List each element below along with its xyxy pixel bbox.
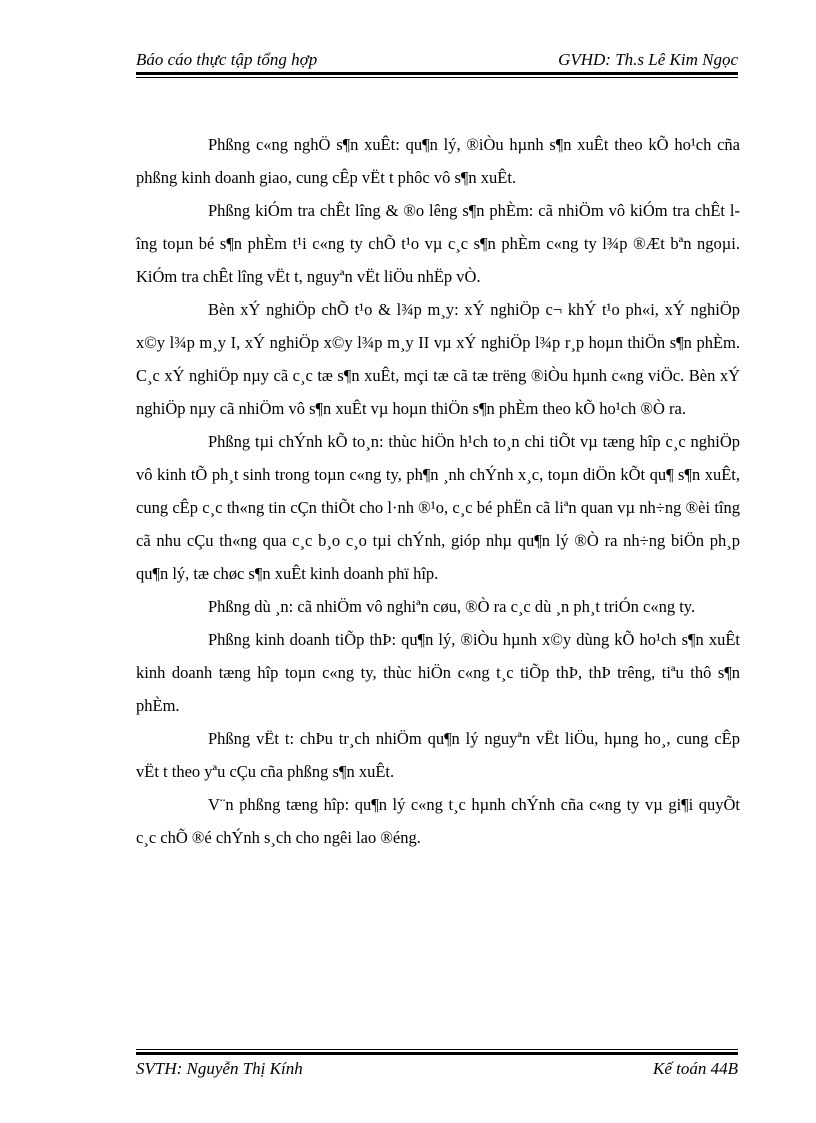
- paragraph-production-technology: Phßng c«ng nghÖ s¶n xuÊt: qu¶n lý, ®iÒu hµnh s¶n xuÊt theo kÕ ho¹ch cña phßng kinh doanh giao, cung cÊp vËt t phôc vô s¶n xuÊt.: [136, 135, 740, 187]
- header-rule-thin: [136, 77, 738, 78]
- page-header: [136, 46, 738, 74]
- footer-student-name: SVTH: Nguyễn Thị Kính: [136, 1059, 303, 1078]
- paragraph-materials: Phßng vËt t: chÞu tr¸ch nhiÖm qu¶n lý nguyªn vËt liÖu, hµng ho¸, cung cÊp vËt t theo yªu cÇu cña phßng s¶n xuÊt.: [136, 729, 740, 781]
- footer-rule-thick: [136, 1052, 738, 1055]
- paragraph-manufacturing-enterprises: Bèn xÝ nghiÖp chÕ t¹o & l¾p m¸y: xÝ nghiÖp c¬ khÝ t¹o ph«i, xÝ nghiÖp x©y l¾p m¸y I, xÝ nghiÖp x©y l¾p m¸y II vµ xÝ nghiÖp l¾p r¸p hoµn thiÖn s¶n phÈm. C¸c xÝ nghiÖp nµy cã c¸c tæ s¶n xuÊt, mçi tæ cã tæ trëng ®iÒu hµnh c«ng viÖc. Bèn xÝ nghiÖp nµy cã nhiÖm vô s¶n xuÊt vµ hoµn thiÖn s¶n phÈm theo kÕ ho¹ch ®Ò ra.: [136, 300, 740, 418]
- header-report-title: Báo cáo thực tập tổng hợp: [136, 50, 318, 69]
- paragraph-quality-control: Phßng kiÓm tra chÊt lîng & ®o lêng s¶n phÈm: cã nhiÖm vô kiÓm tra chÊt lîng toµn bé s¶n phÈm t¹i c«ng ty chÕ t¹o vµ c¸c s¶n phÈm c«ng ty l¾p ®Æt bªn ngoµi. KiÓm tra chÊt lîng vËt t, nguyªn vËt liÖu nhËp vÒ.: [136, 201, 740, 286]
- body-text: [136, 128, 740, 854]
- footer-class: Kế toán 44B: [653, 1059, 738, 1078]
- paragraph-general-office: V¨n phßng tæng hîp: qu¶n lý c«ng t¸c hµnh chÝnh cña c«ng ty vµ gi¶i quyÕt c¸c chÕ ®é chÝnh s¸ch cho ngêi lao ®éng.: [136, 795, 740, 847]
- page-footer: [136, 1056, 738, 1082]
- header-supervisor: GVHD: Th.s Lê Kim Ngọc: [558, 50, 738, 69]
- footer-rule-thin: [136, 1049, 738, 1050]
- paragraph-projects: Phßng dù ¸n: cã nhiÖm vô nghiªn cøu, ®Ò ra c¸c dù ¸n ph¸t triÓn c«ng ty.: [208, 597, 696, 616]
- header-rule-thick: [136, 72, 738, 75]
- paragraph-sales-marketing: Phßng kinh doanh tiÕp thÞ: qu¶n lý, ®iÒu hµnh x©y dùng kÕ ho¹ch s¶n xuÊt kinh doanh tæng hîp toµn c«ng ty, thùc hiÖn c«ng t¸c tiÕp thÞ, thÞ trêng, tiªu thô s¶n phÈm.: [136, 630, 740, 715]
- paragraph-finance-accounting: Phßng tµi chÝnh kÕ to¸n: thùc hiÖn h¹ch to¸n chi tiÕt vµ tæng hîp c¸c nghiÖp vô kinh tÕ ph¸t sinh trong toµn c«ng ty, ph¶n ¸nh chÝnh x¸c, toµn diÖn kÕt qu¶ s¶n xuÊt, cung cÊp c¸c th«ng tin cÇn thiÕt cho l·nh ®¹o, c¸c bé phËn cã liªn quan vµ nh÷ng ®èi tîng cã nhu cÇu th«ng qua c¸c b¸o c¸o tµi chÝnh, gióp nhµ qu¶n lý ®Ò ra nh÷ng biÖn ph¸p qu¶n lý, tæ chøc s¶n xuÊt kinh doanh phï hîp.: [136, 432, 740, 583]
